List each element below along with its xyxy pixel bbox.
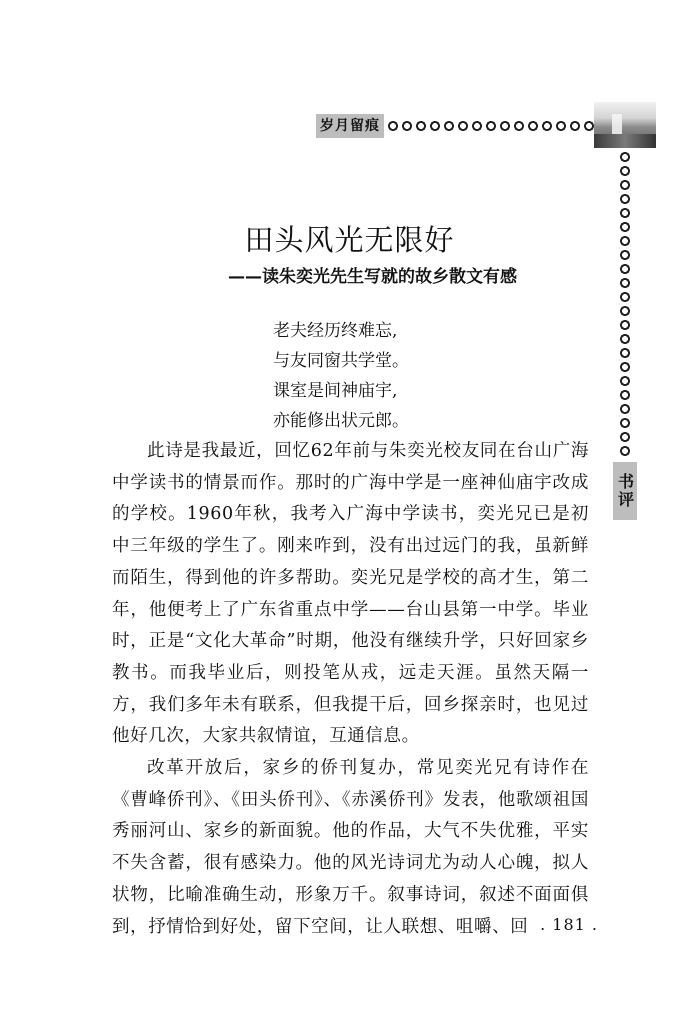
- header-landscape-image: [594, 102, 656, 148]
- page-number: . 181 .: [540, 915, 598, 934]
- article-body: [112, 436, 589, 943]
- body-paragraph: 此诗是我最近，回忆62年前与朱奕光校友同在台山广海中学读书的情景而作。那时的广海中学是一座神仙庙宇改成的学校。1960年秋，我考入广海中学读书，奕光兄已是初中三年级的学生了。刚来咋到，没有出过远门的我，虽新鲜而陌生，得到他的许多帮助。奕光兄是学校的高才生，第二年，他便考上了广东省重点中学——台山县第一中学。毕业时，正是“文化大革命”时期，他没有继续升学，只好回家乡教书。而我毕业后，则投笔从戎，远走天涯。虽然天隔一方，我们多年未有联系，但我提干后，回乡探亲时，也见过他好几次，大家共叙情谊，互通信息。: [112, 441, 589, 747]
- article-subtitle: ——读朱奕光先生写就的故乡散文有感: [228, 267, 517, 287]
- body-paragraph: 改革开放后，家乡的侨刊复办，常见奕光兄有诗作在《曹峰侨刊》、《田头侨刊》、《赤溪侨刊》发表，他歌颂祖国秀丽河山、家乡的新面貌。他的作品，大气不失优雅，平实不失含蓄，很有感染力。他的风光诗词尤为动人心魄，拟人状物，比喻准确生动，形象万千。叙事诗词，叙述不面面俱到，抒情恰到好处，留下空间，让人联想、咀嚼、回: [112, 758, 589, 937]
- poem-line: 与友同窗共学堂。: [273, 351, 409, 371]
- side-ornament-border: [617, 150, 633, 456]
- poem-line: 老夫经历终难忘,: [273, 321, 398, 341]
- poem-line: 亦能修出状元郎。: [273, 411, 409, 431]
- header-ornament-border: [386, 118, 594, 134]
- section-tag: 岁月留痕: [316, 114, 384, 138]
- article-title: 田头风光无限好: [244, 223, 455, 257]
- side-tab-label: 书评: [613, 462, 637, 520]
- poem-block: [273, 316, 513, 436]
- poem-line: 课室是间神庙宇,: [273, 381, 398, 401]
